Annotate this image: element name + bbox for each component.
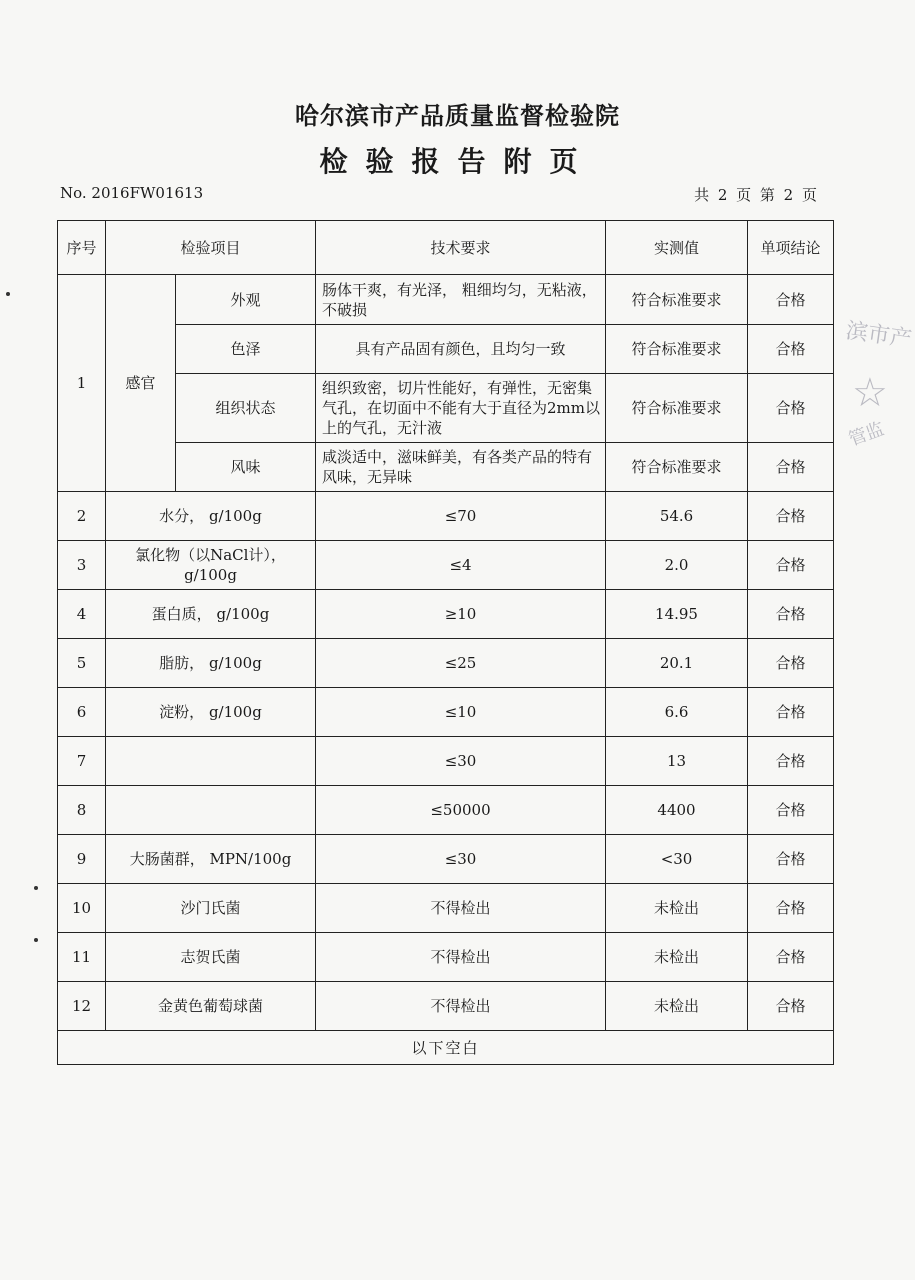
footer-row [58, 1031, 834, 1065]
requirement-cell: 不得检出 [316, 982, 606, 1031]
seq-cell: 12 [58, 982, 106, 1031]
conclusion-cell: 合格 [748, 492, 834, 541]
table-row [58, 541, 834, 590]
table-row [58, 639, 834, 688]
sensory-category: 感官 [106, 275, 176, 492]
conclusion-cell: 合格 [748, 443, 834, 492]
table-row [58, 786, 834, 835]
conclusion-cell: 合格 [748, 325, 834, 374]
measured-cell: 符合标准要求 [606, 325, 748, 374]
item-cell: 脂肪， g/100g [106, 639, 316, 688]
measured-cell: 符合标准要求 [606, 275, 748, 325]
sensory-seq: 1 [58, 275, 106, 492]
table-row [58, 835, 834, 884]
sensory-sub-item: 组织状态 [176, 374, 316, 443]
conclusion-cell: 合格 [748, 884, 834, 933]
conclusion-cell: 合格 [748, 737, 834, 786]
sensory-sub-item: 风味 [176, 443, 316, 492]
official-seal-stamp [838, 300, 915, 480]
sensory-sub-item: 外观 [176, 275, 316, 325]
requirement-cell: ≥10 [316, 590, 606, 639]
item-cell: 沙门氏菌 [106, 884, 316, 933]
item-cell: 淀粉， g/100g [106, 688, 316, 737]
measured-cell: 13 [606, 737, 748, 786]
conclusion-cell: 合格 [748, 374, 834, 443]
header-conclusion: 单项结论 [748, 221, 834, 275]
conclusion-cell: 合格 [748, 639, 834, 688]
conclusion-cell: 合格 [748, 982, 834, 1031]
measured-cell: 6.6 [606, 688, 748, 737]
measured-cell: 20.1 [606, 639, 748, 688]
conclusion-cell: 合格 [748, 835, 834, 884]
scan-speck [6, 292, 10, 296]
seq-cell: 5 [58, 639, 106, 688]
seq-cell: 11 [58, 933, 106, 982]
requirement-cell: ≤10 [316, 688, 606, 737]
table-row [58, 492, 834, 541]
doc-title: 检验报告附页 [319, 145, 596, 178]
table-row [58, 688, 834, 737]
measured-cell: 符合标准要求 [606, 443, 748, 492]
measured-cell: 符合标准要求 [606, 374, 748, 443]
stamp-star-icon: ☆ [852, 370, 888, 416]
item-cell: 金黄色葡萄球菌 [106, 982, 316, 1031]
item-cell: 志贺氏菌 [106, 933, 316, 982]
scan-speck [34, 938, 38, 942]
seq-cell: 3 [58, 541, 106, 590]
requirement-cell: ≤25 [316, 639, 606, 688]
seq-cell: 7 [58, 737, 106, 786]
sensory-sub-item: 色泽 [176, 325, 316, 374]
conclusion-cell: 合格 [748, 590, 834, 639]
table-row [58, 275, 834, 325]
inspection-table [57, 220, 834, 1065]
table-row [58, 933, 834, 982]
conclusion-cell: 合格 [748, 275, 834, 325]
seq-cell: 10 [58, 884, 106, 933]
requirement-cell: 组织致密，切片性能好，有弹性，无密集气孔，在切面中不能有大于直径为2mm以上的气孔，无汁液 [316, 374, 606, 443]
item-cell [106, 786, 316, 835]
seq-cell: 8 [58, 786, 106, 835]
header-item: 检验项目 [106, 221, 316, 275]
seq-cell: 4 [58, 590, 106, 639]
measured-cell: 未检出 [606, 933, 748, 982]
requirement-cell: ≤4 [316, 541, 606, 590]
table-row [58, 884, 834, 933]
item-cell: 水分， g/100g [106, 492, 316, 541]
requirement-cell: ≤30 [316, 737, 606, 786]
org-title: 哈尔滨市产品质量监督检验院 [295, 101, 620, 130]
requirement-cell: 肠体干爽，有光泽， 粗细均匀，无粘液，不破损 [316, 275, 606, 325]
requirement-cell: 咸淡适中，滋味鲜美，有各类产品的特有风味，无异味 [316, 443, 606, 492]
report-number: No. 2016FW01613 [60, 184, 204, 202]
measured-cell: 未检出 [606, 884, 748, 933]
header-measured: 实测值 [606, 221, 748, 275]
measured-cell: 2.0 [606, 541, 748, 590]
conclusion-cell: 合格 [748, 541, 834, 590]
requirement-cell: 不得检出 [316, 884, 606, 933]
measured-cell: 未检出 [606, 982, 748, 1031]
requirement-cell: 不得检出 [316, 933, 606, 982]
conclusion-cell: 合格 [748, 688, 834, 737]
measured-cell: <30 [606, 835, 748, 884]
requirement-cell: ≤70 [316, 492, 606, 541]
measured-cell: 4400 [606, 786, 748, 835]
table-header-row [58, 221, 834, 275]
conclusion-cell: 合格 [748, 786, 834, 835]
page-info: 共 2 页 第 2 页 [694, 186, 819, 204]
footer-blank-note: 以下空白 [58, 1031, 834, 1065]
header-seq: 序号 [58, 221, 106, 275]
scan-speck [34, 886, 38, 890]
item-cell [106, 737, 316, 786]
seq-cell: 9 [58, 835, 106, 884]
requirement-cell: 具有产品固有颜色，且均匀一致 [316, 325, 606, 374]
measured-cell: 14.95 [606, 590, 748, 639]
table-row [58, 982, 834, 1031]
stamp-text-secondary: 管监 [846, 418, 888, 451]
stamp-text: 滨市产 [844, 318, 914, 353]
requirement-cell: ≤50000 [316, 786, 606, 835]
item-cell: 大肠菌群， MPN/100g [106, 835, 316, 884]
seq-cell: 2 [58, 492, 106, 541]
measured-cell: 54.6 [606, 492, 748, 541]
item-cell: 氯化物（以NaCl计），g/100g [106, 541, 316, 590]
requirement-cell: ≤30 [316, 835, 606, 884]
table-row [58, 737, 834, 786]
header-requirement: 技术要求 [316, 221, 606, 275]
conclusion-cell: 合格 [748, 933, 834, 982]
seq-cell: 6 [58, 688, 106, 737]
item-cell: 蛋白质， g/100g [106, 590, 316, 639]
table-row [58, 590, 834, 639]
